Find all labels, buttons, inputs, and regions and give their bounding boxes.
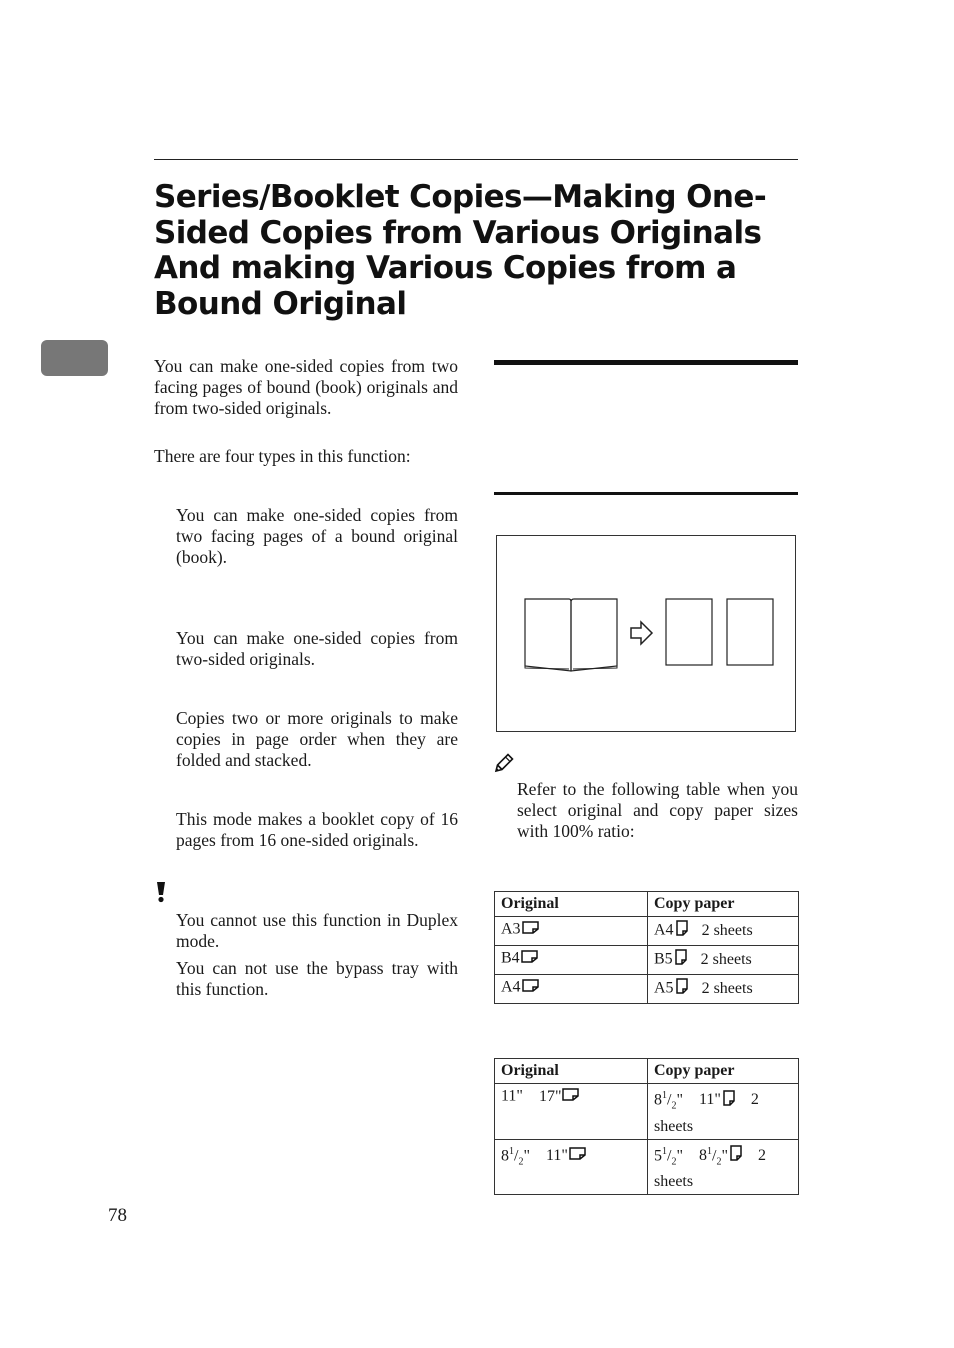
portrait-paper-icon [674, 977, 690, 1001]
page-number: 78 [108, 1205, 127, 1226]
fraction-denominator: 2 [518, 1156, 524, 1168]
sheet-count: 2 [757, 1146, 766, 1164]
landscape-paper-icon [561, 1086, 580, 1108]
sheet-unit: sheets [654, 1117, 694, 1135]
sheet-count: 2 sheets [701, 979, 753, 997]
fraction-numerator: 1 [706, 1145, 712, 1157]
fraction-numerator: 1 [509, 1145, 514, 1157]
copy-length: 11" [698, 1091, 721, 1109]
portrait-paper-icon [728, 1144, 744, 1168]
table-row: $8^1/_2$" 11" $5^1/_2$" $8^1/_2$" 2 sheets [495, 1139, 799, 1195]
header-original: Original [495, 892, 648, 917]
table-row: 11" 17" $8^1/_2$" 11" 2 sheets [495, 1084, 799, 1140]
type-description-4: This mode makes a booklet copy of 16 pages from 16 one-sided originals. [176, 809, 458, 850]
inch-mark: " [676, 1091, 683, 1109]
original-width-whole: 8 [501, 1146, 509, 1164]
book-to-pages-diagram [497, 536, 795, 731]
original-size: B4 [501, 949, 520, 967]
portrait-paper-icon [721, 1089, 737, 1113]
exclamation-icon [153, 880, 169, 904]
original-length: 17" [538, 1087, 562, 1105]
table-row [495, 946, 799, 975]
sheet-count: 2 sheets [701, 921, 753, 939]
fraction-denominator: 2 [716, 1156, 722, 1168]
inch-mark: " [721, 1146, 728, 1164]
chapter-tab [41, 340, 108, 376]
book-copy-illustration [496, 535, 796, 732]
table-header-row [495, 1059, 799, 1084]
original-length: 11" [545, 1146, 568, 1164]
copy-width-whole: 5 [654, 1146, 662, 1164]
pencil-note-icon [493, 752, 515, 774]
sheet-count: 2 [750, 1091, 759, 1109]
hollow-right-arrow-icon [631, 622, 652, 644]
portrait-paper-icon [673, 948, 689, 972]
intro-paragraph: You can make one-sided copies from two facing pages of bound (book) originals and from two-sided originals. [154, 356, 458, 418]
fraction-numerator: 1 [662, 1090, 667, 1101]
section-bar-thin [494, 492, 798, 495]
header-copy-paper: Copy paper [648, 892, 799, 917]
metric-size-table [494, 891, 799, 1004]
fraction-denominator: 2 [671, 1156, 677, 1168]
portrait-paper-icon [674, 919, 690, 943]
type-description-3: Copies two or more originals to make copies in page order when they are folded and stacked. [176, 708, 458, 770]
table-row [495, 975, 799, 1004]
inch-mark: " [676, 1146, 683, 1164]
type-description-2: You can make one-sided copies from two-sided originals. [176, 628, 458, 669]
intro-types-line: There are four types in this function: [154, 446, 411, 466]
header-original: Original [495, 1059, 648, 1084]
top-rule [154, 159, 798, 160]
page-title: Series/Booklet Copies—Making One-Sided Copies from Various Originals And making Various Copies from a Bound Original [154, 179, 767, 322]
section-bar-thick [494, 360, 798, 365]
original-size: A4 [501, 978, 521, 996]
landscape-paper-icon [520, 948, 539, 970]
original-size: A3 [501, 920, 521, 938]
note-text: Refer to the following table when you select original and copy paper sizes with 100% ratio: [517, 779, 798, 841]
limitation-2: You can not use the bypass tray with this function. [176, 958, 458, 999]
fraction-numerator: 1 [662, 1145, 667, 1157]
sheet-unit: sheets [654, 1173, 694, 1191]
sheet-count: 2 sheets [700, 950, 752, 968]
limitation-1: You cannot use this function in Duplex mode. [176, 910, 458, 951]
inch-mark: " [523, 1146, 530, 1164]
fraction-denominator: 2 [671, 1100, 677, 1112]
table-row [495, 917, 799, 946]
copy-size: A5 [654, 979, 674, 997]
type-description-1: You can make one-sided copies from two facing pages of a bound original (book). [176, 505, 458, 567]
copy-length-whole: 8 [698, 1146, 707, 1164]
landscape-paper-icon [568, 1145, 587, 1167]
header-copy-paper: Copy paper [648, 1059, 799, 1084]
copy-width-whole: 8 [654, 1091, 662, 1109]
landscape-paper-icon [521, 919, 540, 941]
table-header-row [495, 892, 799, 917]
copy-size: B5 [654, 950, 673, 968]
landscape-paper-icon [521, 977, 540, 999]
copy-size: A4 [654, 921, 674, 939]
inch-size-table [494, 1058, 799, 1195]
original-width: 11" [501, 1087, 523, 1105]
